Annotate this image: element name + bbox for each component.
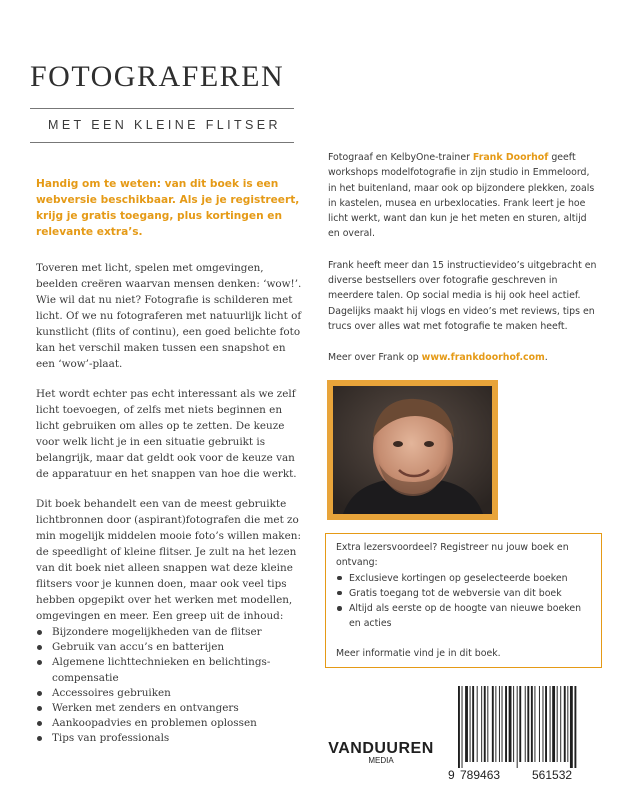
list-item: Werken met zenders en ontvangers: [36, 701, 302, 716]
barcode-bar: [574, 686, 576, 768]
barcode-bar: [539, 686, 540, 762]
author-photo: [327, 380, 498, 520]
bullet-icon: [37, 721, 42, 726]
bullet-icon: [337, 576, 342, 581]
barcode-bar: [531, 686, 533, 762]
book-subtitle: MET EEN KLEINE FLITSER: [48, 118, 281, 132]
barcode-bar: [545, 686, 547, 762]
barcode-bar: [557, 686, 558, 762]
contents-paragraph: Dit boek behandelt een van de meest gebruikte lichtbronnen door (aspirant)fotografen die met zo min mogelijk middelen mooie foto’s willen maken: de speedlight of kleine flitser. Je zult na het lezen van dit boek niet alleen snappen wat deze kleine flitsers voor je kunnen doen, maar ook veel tips hebben opgepikt over het werken met modellen, omgevingen en meer. Een greep uit de inhoud:: [36, 498, 301, 622]
barcode-bar: [570, 686, 573, 768]
list-item: Gratis toegang tot de webversie van dit boek: [336, 586, 591, 601]
list-item: Bijzondere mogelijkheden van de flitser: [36, 625, 302, 640]
barcode-bar: [527, 686, 529, 762]
list-item: Gebruik van accu’s en batterijen: [36, 640, 302, 655]
publisher-logo: [326, 740, 436, 765]
contents-list: [36, 625, 302, 747]
list-item: Aankoopadvies en problemen oplossen: [36, 716, 302, 731]
left-column: [36, 176, 302, 747]
author-website-line: Meer over Frank op www.frankdoorhof.com.: [328, 352, 548, 364]
list-item: Altijd als eerste op de hoogte van nieuwe boeken en acties: [336, 601, 591, 632]
offer-more-info: Meer informatie vind je in dit boek.: [336, 647, 501, 659]
barcode-bar: [564, 686, 566, 762]
author-bio-more: Frank heeft meer dan 15 instructievideo’s uitgebracht en diverse bestsellers over fotografie geschreven in meerdere talen. Op social media is hij ook heel actief. Dagelijks maakt hij vlogs en video’s met reviews, tips en trucs over alles wat met fotografie te maken heeft.: [328, 259, 597, 332]
barcode-bar: [505, 686, 507, 762]
barcode-bar: [470, 686, 471, 762]
publisher-name: VANDUUREN: [328, 740, 434, 757]
isbn-barcode: [444, 682, 604, 782]
barcode-bar: [560, 686, 561, 762]
bullet-icon: [37, 645, 42, 650]
barcode-bar: [492, 686, 494, 762]
barcode-bar: [499, 686, 500, 762]
list-item: Exclusieve kortingen op geselecteerde boeken: [336, 571, 591, 586]
publisher-sub: MEDIA: [368, 756, 394, 765]
barcode-bar: [509, 686, 512, 762]
barcode-digit-lead: 9: [448, 768, 455, 782]
list-item: Accessoires gebruiken: [36, 686, 302, 701]
barcode-bar: [552, 686, 555, 762]
bullet-icon: [37, 660, 42, 665]
barcode-digits-left: 789463: [460, 768, 501, 782]
reader-offer-box: [325, 533, 602, 668]
barcode-bar: [550, 686, 551, 762]
bullet-icon: [37, 630, 42, 635]
list-item: Tips van professionals: [36, 731, 302, 746]
offer-list: [336, 571, 591, 632]
webversion-highlight: Handig om te weten: van dit boek is een webversie beschikbaar. Als je je registreert, krijg je gratis toegang, plus kortingen en relevante extra’s.: [36, 178, 300, 238]
barcode-bar: [519, 686, 521, 762]
barcode-bar: [502, 686, 503, 762]
barcode-bar: [462, 686, 463, 768]
barcode-bar: [487, 686, 488, 762]
barcode-bar: [477, 686, 478, 762]
barcode-bar: [472, 686, 474, 762]
bullet-icon: [37, 706, 42, 711]
bullet-icon: [337, 591, 342, 596]
bullet-icon: [37, 736, 42, 741]
barcode-bar: [465, 686, 468, 762]
title-divider: [30, 108, 294, 109]
barcode-digits-right: 561532: [532, 768, 573, 782]
barcode-bar: [495, 686, 496, 762]
author-name: Frank Doorhof: [472, 152, 549, 163]
barcode-bar: [543, 686, 544, 762]
author-portrait-icon: [333, 386, 492, 514]
list-item: Algemene lichttechnieken en belichtings-compensatie: [36, 655, 302, 685]
barcode-bar: [517, 686, 518, 768]
barcode-bar: [567, 686, 568, 762]
barcode-bar: [481, 686, 482, 762]
barcode-bar: [513, 686, 514, 762]
barcode-bar: [534, 686, 535, 762]
right-column: [328, 150, 598, 382]
bullet-icon: [337, 606, 342, 611]
light-paragraph: Het wordt echter pas echt interessant als we zelf licht toevoegen, of zelfs met niets beginnen en licht gebruiken om alles op te zetten. De keuze voor welk licht je in een situatie gebruikt is belangrijk, maar dat geldt ook voor de keuze van de apparatuur en het snappen van hoe die werkt.: [36, 388, 297, 480]
bullet-icon: [37, 691, 42, 696]
barcode-bar: [458, 686, 460, 768]
author-bio: Fotograaf en KelbyOne-trainer Frank Doorhof geeft workshops modelfotografie in zijn studio in Emmeloord, in het buitenland, maar ook op bijzondere plekken, zoals in kastelen, musea en urbexlocaties. Frank leert je hoe licht werkt, want dan kun je het meten en sturen, altijd en overal.: [328, 152, 595, 240]
author-website-link[interactable]: www.frankdoorhof.com: [421, 352, 545, 364]
barcode-bar: [525, 686, 526, 762]
barcode-bar: [484, 686, 486, 762]
intro-paragraph: Toveren met licht, spelen met omgevingen, beelden creëren waarvan mensen denken: ‘wow!’. Wie wil dat nu niet? Fotografie is schilderen met licht. Of we nu fotograferen met natuurlijk licht of kunstlicht (flits of continu), een goed belichte foto kan het verschil maken tussen een snapshot en een ‘wow’-plaat.: [36, 262, 302, 370]
offer-intro: Extra lezersvoordeel? Registreer nu jouw boek en ontvang:: [336, 542, 569, 569]
book-title: FOTOGRAFEREN: [30, 60, 285, 93]
subtitle-divider: [30, 142, 294, 143]
